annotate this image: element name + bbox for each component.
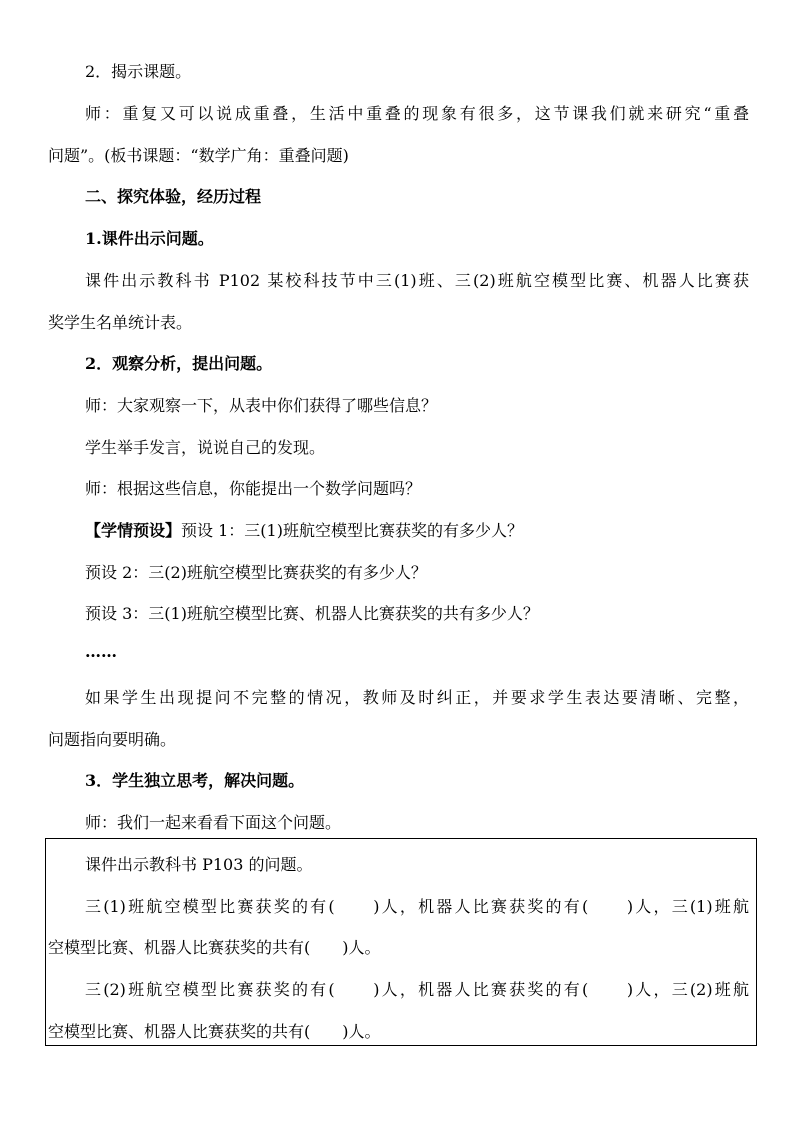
teacher-question-1: 师：大家观察一下，从表中你们获得了哪些信息？ xyxy=(85,396,438,415)
preset-2: 预设 2：三(2)班航空模型比赛获奖的有多少人？ xyxy=(85,563,427,582)
preset-3: 预设 3：三(1)班航空模型比赛、机器人比赛获奖的共有多少人？ xyxy=(85,604,539,623)
teacher-question-2: 师：根据这些信息，你能提出一个数学问题吗？ xyxy=(85,479,422,498)
subheading-solve-problem: 3．学生独立思考，解决问题。 xyxy=(85,771,305,790)
teacher-intro-line-1: 师：重复又可以说成重叠，生活中重叠的现象有很多，这节课我们就来研究“重叠 xyxy=(85,104,749,123)
box-class-2-line-2: 空模型比赛、机器人比赛获奖的共有( )人。 xyxy=(48,1022,381,1041)
teacher-note-line-2: 问题指向要明确。 xyxy=(48,730,177,749)
courseware-line-1: 课件出示教科书 P102 某校科技节中三(1)班、三(2)班航空模型比赛、机器人比赛获 xyxy=(85,271,749,290)
teacher-note-line-1: 如果学生出现提问不完整的情况，教师及时纠正，并要求学生表达要清晰、完整， xyxy=(85,688,749,707)
courseware-line-2: 奖学生名单统计表。 xyxy=(48,313,193,332)
teacher-intro-line-2: 问题”。(板书课题：“数学广角：重叠问题) xyxy=(48,146,349,165)
step-2-reveal-topic: 2．揭示课题。 xyxy=(85,62,192,81)
preset-1-text: 预设 1：三(1)班航空模型比赛获奖的有多少人？ xyxy=(181,521,523,540)
box-class-1-line-2: 空模型比赛、机器人比赛获奖的共有( )人。 xyxy=(48,938,381,957)
learning-preset-tag: 【学情预设】 xyxy=(85,521,182,540)
section-heading-explore: 二、探究体验，经历过程 xyxy=(85,187,262,206)
box-class-1-line-1: 三(1)班航空模型比赛获奖的有( )人，机器人比赛获奖的有( )人，三(1)班航 xyxy=(85,897,749,916)
teacher-look-problem: 师：我们一起来看看下面这个问题。 xyxy=(85,813,342,832)
subheading-observe-analyze: 2．观察分析，提出问题。 xyxy=(85,354,273,373)
preset-1 xyxy=(85,521,749,541)
ellipsis: …… xyxy=(85,642,117,661)
subheading-show-problem: 1.课件出示问题。 xyxy=(85,229,214,248)
box-class-2-line-1: 三(2)班航空模型比赛获奖的有( )人，机器人比赛获奖的有( )人，三(2)班航 xyxy=(85,980,749,999)
student-response: 学生举手发言，说说自己的发现。 xyxy=(85,438,326,457)
box-courseware-line: 课件出示教科书 P103 的问题。 xyxy=(85,855,313,874)
